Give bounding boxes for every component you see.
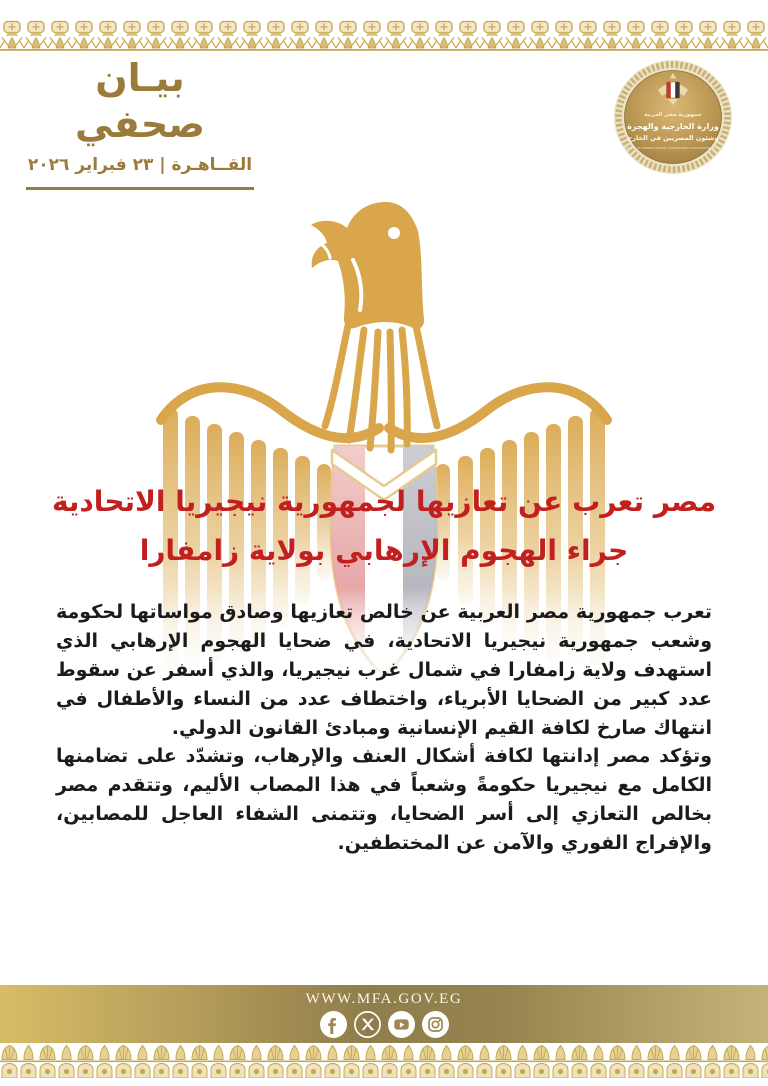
- social-icons-row: [320, 1011, 449, 1038]
- paragraph-2: وتؤكد مصر إدانتها لكافة أشكال العنف والإرهاب، وتشدّد على تضامنها الكامل مع نيجيريا حكومةً وشعباً في هذا المصاب الأليم، وتتقدم مصر بخالص التعازي إلى أسر الضحايا، وتتمنى الشفاء العاجل للمصابين، والإفراج الفوري والآمن عن المختطفين.: [56, 745, 712, 854]
- dateline: القــاهـرة | ٢٣ فبراير ٢٠٢٦: [27, 155, 253, 176]
- bottom-border-ornament: [0, 1044, 768, 1078]
- x-icon[interactable]: [354, 1011, 381, 1038]
- statement-header: [26, 56, 254, 190]
- seal-ministry-line: وزارة الخارجية والهجرة: [627, 122, 719, 131]
- top-border-ornament: [0, 20, 768, 52]
- website-url: WWW.MFA.GOV.EG: [305, 990, 463, 1007]
- seal-country-line: جمهورية مصر العربية: [644, 112, 702, 118]
- seal-english-line: MINISTRY OF FOREIGN AFFAIRS, EMIGRATION & EGYPTIAN EXPATRIATES: [623, 146, 723, 150]
- ministry-seal-emblem: [612, 58, 734, 178]
- headline: مصر تعرب عن تعازيها لجمهورية نيجيريا الاتحادية جراء الهجوم الإرهابي بولاية زامفارا: [51, 485, 717, 567]
- seal-ministry-line2: وشئون المصريين في الخارج: [627, 134, 719, 142]
- facebook-icon[interactable]: [320, 1011, 347, 1038]
- paragraph-1: تعرب جمهورية مصر العربية عن خالص تعازيها وصادق مواساتها لحكومة وشعب جمهورية نيجيريا الاتحادية، في ضحايا الهجوم الإرهابي الذي استهدف ولاية زامفارا في شمال غرب نيجيريا، والذي أسفر عن سقوط عدد كبير من الضحايا الأبرياء، واختطاف عدد من النساء والأطفال في انتهاك صارخ لكافة القيم الإنسانية ومبادئ القانون الدولي.: [56, 601, 712, 739]
- ministry-seal: [612, 58, 734, 178]
- gold-divider: [26, 187, 254, 190]
- statement-type-title: بيـان صحفي: [75, 56, 205, 146]
- eagle-head: [311, 202, 424, 329]
- footer-band: [0, 985, 768, 1043]
- youtube-icon[interactable]: [388, 1011, 415, 1038]
- instagram-icon[interactable]: [422, 1011, 449, 1038]
